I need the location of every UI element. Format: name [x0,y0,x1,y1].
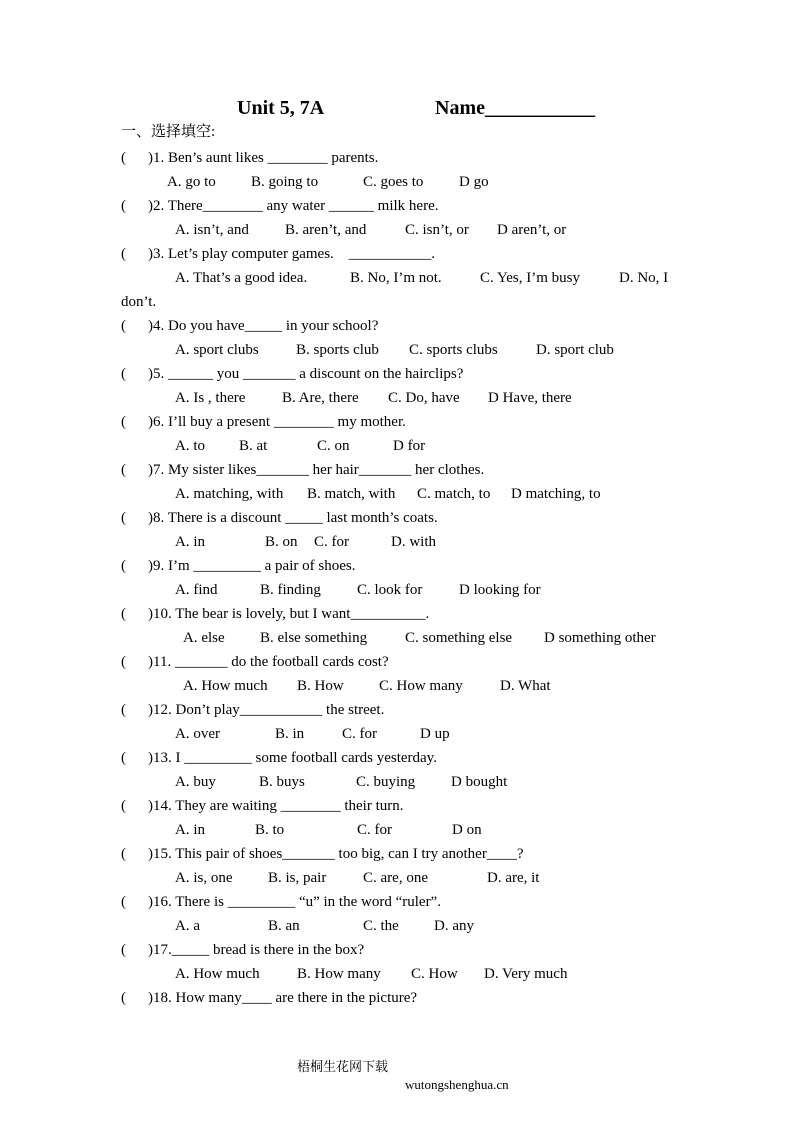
question-row [121,506,681,530]
answer-option: A. Is , there [175,390,246,406]
name-field-label: Name___________ [435,97,595,119]
footer-site-name: 梧桐生花网下载 [297,1059,389,1074]
option-continuation: don’t. [121,294,157,310]
question-row [121,410,681,434]
answer-blank-open: ( [121,942,126,958]
options-row [121,218,681,242]
options-row [121,818,681,842]
answer-option: D for [393,438,426,454]
answer-option: A. go to [167,174,216,190]
options-row [121,434,681,458]
answer-option: C. are, one [363,870,428,886]
footer-site-url: wutongshenghua.cn [405,1077,509,1092]
answer-option: A. That’s a good idea. [175,270,308,286]
answer-blank-open: ( [121,606,126,622]
question-stem: )1. Ben’s aunt likes ________ parents. [148,150,379,166]
answer-option: A. is, one [175,870,233,886]
options-row [121,722,681,746]
answer-option: B. How many [297,966,381,982]
answer-blank-open: ( [121,246,126,262]
answer-blank-open: ( [121,462,126,478]
answer-option: B. How [297,678,344,694]
options-row [121,914,681,938]
answer-option: C. the [363,918,399,934]
answer-option: A. to [175,438,205,454]
answer-option: B. Are, there [282,390,359,406]
options-row [121,626,681,650]
answer-option: B. finding [260,582,321,598]
answer-option: A. find [175,582,218,598]
answer-option: B. buys [259,774,305,790]
answer-option: A. else [183,630,225,646]
answer-blank-open: ( [121,846,126,862]
question-stem: )10. The bear is lovely, but I want__________. [148,606,430,622]
question-row [121,842,681,866]
question-row [121,242,681,266]
answer-option: D. any [434,918,474,934]
answer-blank-open: ( [121,366,126,382]
answer-option: A. a [175,918,200,934]
answer-option: B. sports club [296,342,379,358]
answer-option: C. for [314,534,349,550]
answer-blank-open: ( [121,702,126,718]
answer-option: A. How much [183,678,268,694]
answer-blank-open: ( [121,654,126,670]
answer-option: C. buying [356,774,416,790]
answer-blank-open: ( [121,750,126,766]
answer-option: A. How much [175,966,260,982]
question-row [121,602,681,626]
answer-option: D something other [544,630,656,646]
answer-blank-open: ( [121,558,126,574]
question-row [121,746,681,770]
answer-option: B. in [275,726,305,742]
answer-blank-open: ( [121,990,126,1006]
answer-option: B. match, with [307,486,396,502]
question-stem: )18. How many____ are there in the picture? [148,990,418,1006]
question-stem: )9. I’m _________ a pair of shoes. [148,558,356,574]
answer-option: D looking for [459,582,541,598]
answer-option: C. Yes, I’m busy [480,270,581,286]
question-stem: )12. Don’t play___________ the street. [148,702,385,718]
answer-option: D. with [391,534,436,550]
answer-option: C. Do, have [388,390,460,406]
question-stem: )14. They are waiting ________ their turn. [148,798,404,814]
answer-option: D. sport club [536,342,614,358]
question-stem: )2. There________ any water ______ milk here. [148,198,439,214]
answer-option: C. for [342,726,377,742]
question-row [121,146,681,170]
answer-option: A. isn’t, and [175,222,249,238]
answer-blank-open: ( [121,150,126,166]
options-row [121,482,681,506]
question-row [121,794,681,818]
answer-option: D Have, there [488,390,572,406]
question-stem: )7. My sister likes_______ her hair_______ her clothes. [148,462,485,478]
question-stem: )16. There is _________ “u” in the word “ruler”. [148,894,441,910]
question-row [121,986,681,1010]
section-heading: 一、选择填空: [121,124,216,140]
question-row [121,362,681,386]
answer-option: D. Very much [484,966,568,982]
answer-option: B. else something [260,630,368,646]
answer-option: A. over [175,726,220,742]
question-stem: )15. This pair of shoes_______ too big, can I try another____? [148,846,524,862]
options-row [121,770,681,794]
answer-option: A. in [175,534,205,550]
question-row [121,194,681,218]
question-row [121,698,681,722]
question-row [121,314,681,338]
answer-option: C. for [357,822,392,838]
answer-option: C. goes to [363,174,424,190]
answer-option: C. match, to [417,486,491,502]
answer-option: B. No, I’m not. [350,270,442,286]
unit-title: Unit 5, 7A [237,97,325,119]
question-stem: )8. There is a discount _____ last month’s coats. [148,510,438,526]
answer-option: D. What [500,678,551,694]
answer-option: C. How many [379,678,463,694]
question-row [121,458,681,482]
answer-option: C. on [317,438,350,454]
answer-option: D bought [451,774,508,790]
answer-blank-open: ( [121,510,126,526]
answer-blank-open: ( [121,198,126,214]
answer-option: C. look for [357,582,423,598]
question-stem: )17._____ bread is there in the box? [148,942,365,958]
answer-option: D go [459,174,489,190]
options-row [121,338,681,362]
options-row [121,962,681,986]
question-row [121,650,681,674]
answer-option: B. an [268,918,300,934]
answer-option: D up [420,726,450,742]
answer-blank-open: ( [121,894,126,910]
answer-option: B. is, pair [268,870,327,886]
answer-option: B. to [255,822,285,838]
answer-option: C. How [411,966,458,982]
options-row [121,866,681,890]
options-row [121,674,681,698]
answer-option: B. at [239,438,268,454]
answer-option: D on [452,822,482,838]
answer-option: D. are, it [487,870,540,886]
answer-option: C. isn’t, or [405,222,469,238]
options-row [121,266,681,290]
question-stem: )5. ______ you _______ a discount on the hairclips? [148,366,464,382]
answer-option: D. No, I [619,270,669,286]
answer-option: B. aren’t, and [285,222,367,238]
answer-option: A. in [175,822,205,838]
question-row [121,938,681,962]
answer-option: B. on [265,534,298,550]
footer [284,1040,509,1112]
question-stem: )6. I’ll buy a present ________ my mother. [148,414,406,430]
options-row [121,530,681,554]
question-stem: )11. _______ do the football cards cost? [148,654,389,670]
answer-option: A. buy [175,774,216,790]
question-list [121,146,681,1010]
options-row [121,386,681,410]
answer-option: A. matching, with [175,486,284,502]
question-row [121,554,681,578]
options-row [121,578,681,602]
answer-option: B. going to [251,174,319,190]
answer-option: A. sport clubs [175,342,259,358]
question-row [121,890,681,914]
answer-option: D aren’t, or [497,222,567,238]
answer-option: C. something else [405,630,513,646]
answer-option: D matching, to [511,486,601,502]
answer-option: C. sports clubs [409,342,498,358]
options-row [121,170,681,194]
question-stem: )13. I _________ some football cards yesterday. [148,750,437,766]
question-stem: )4. Do you have_____ in your school? [148,318,379,334]
answer-blank-open: ( [121,318,126,334]
answer-blank-open: ( [121,414,126,430]
question-stem: )3. Let’s play computer games. ___________. [148,246,436,262]
answer-blank-open: ( [121,798,126,814]
